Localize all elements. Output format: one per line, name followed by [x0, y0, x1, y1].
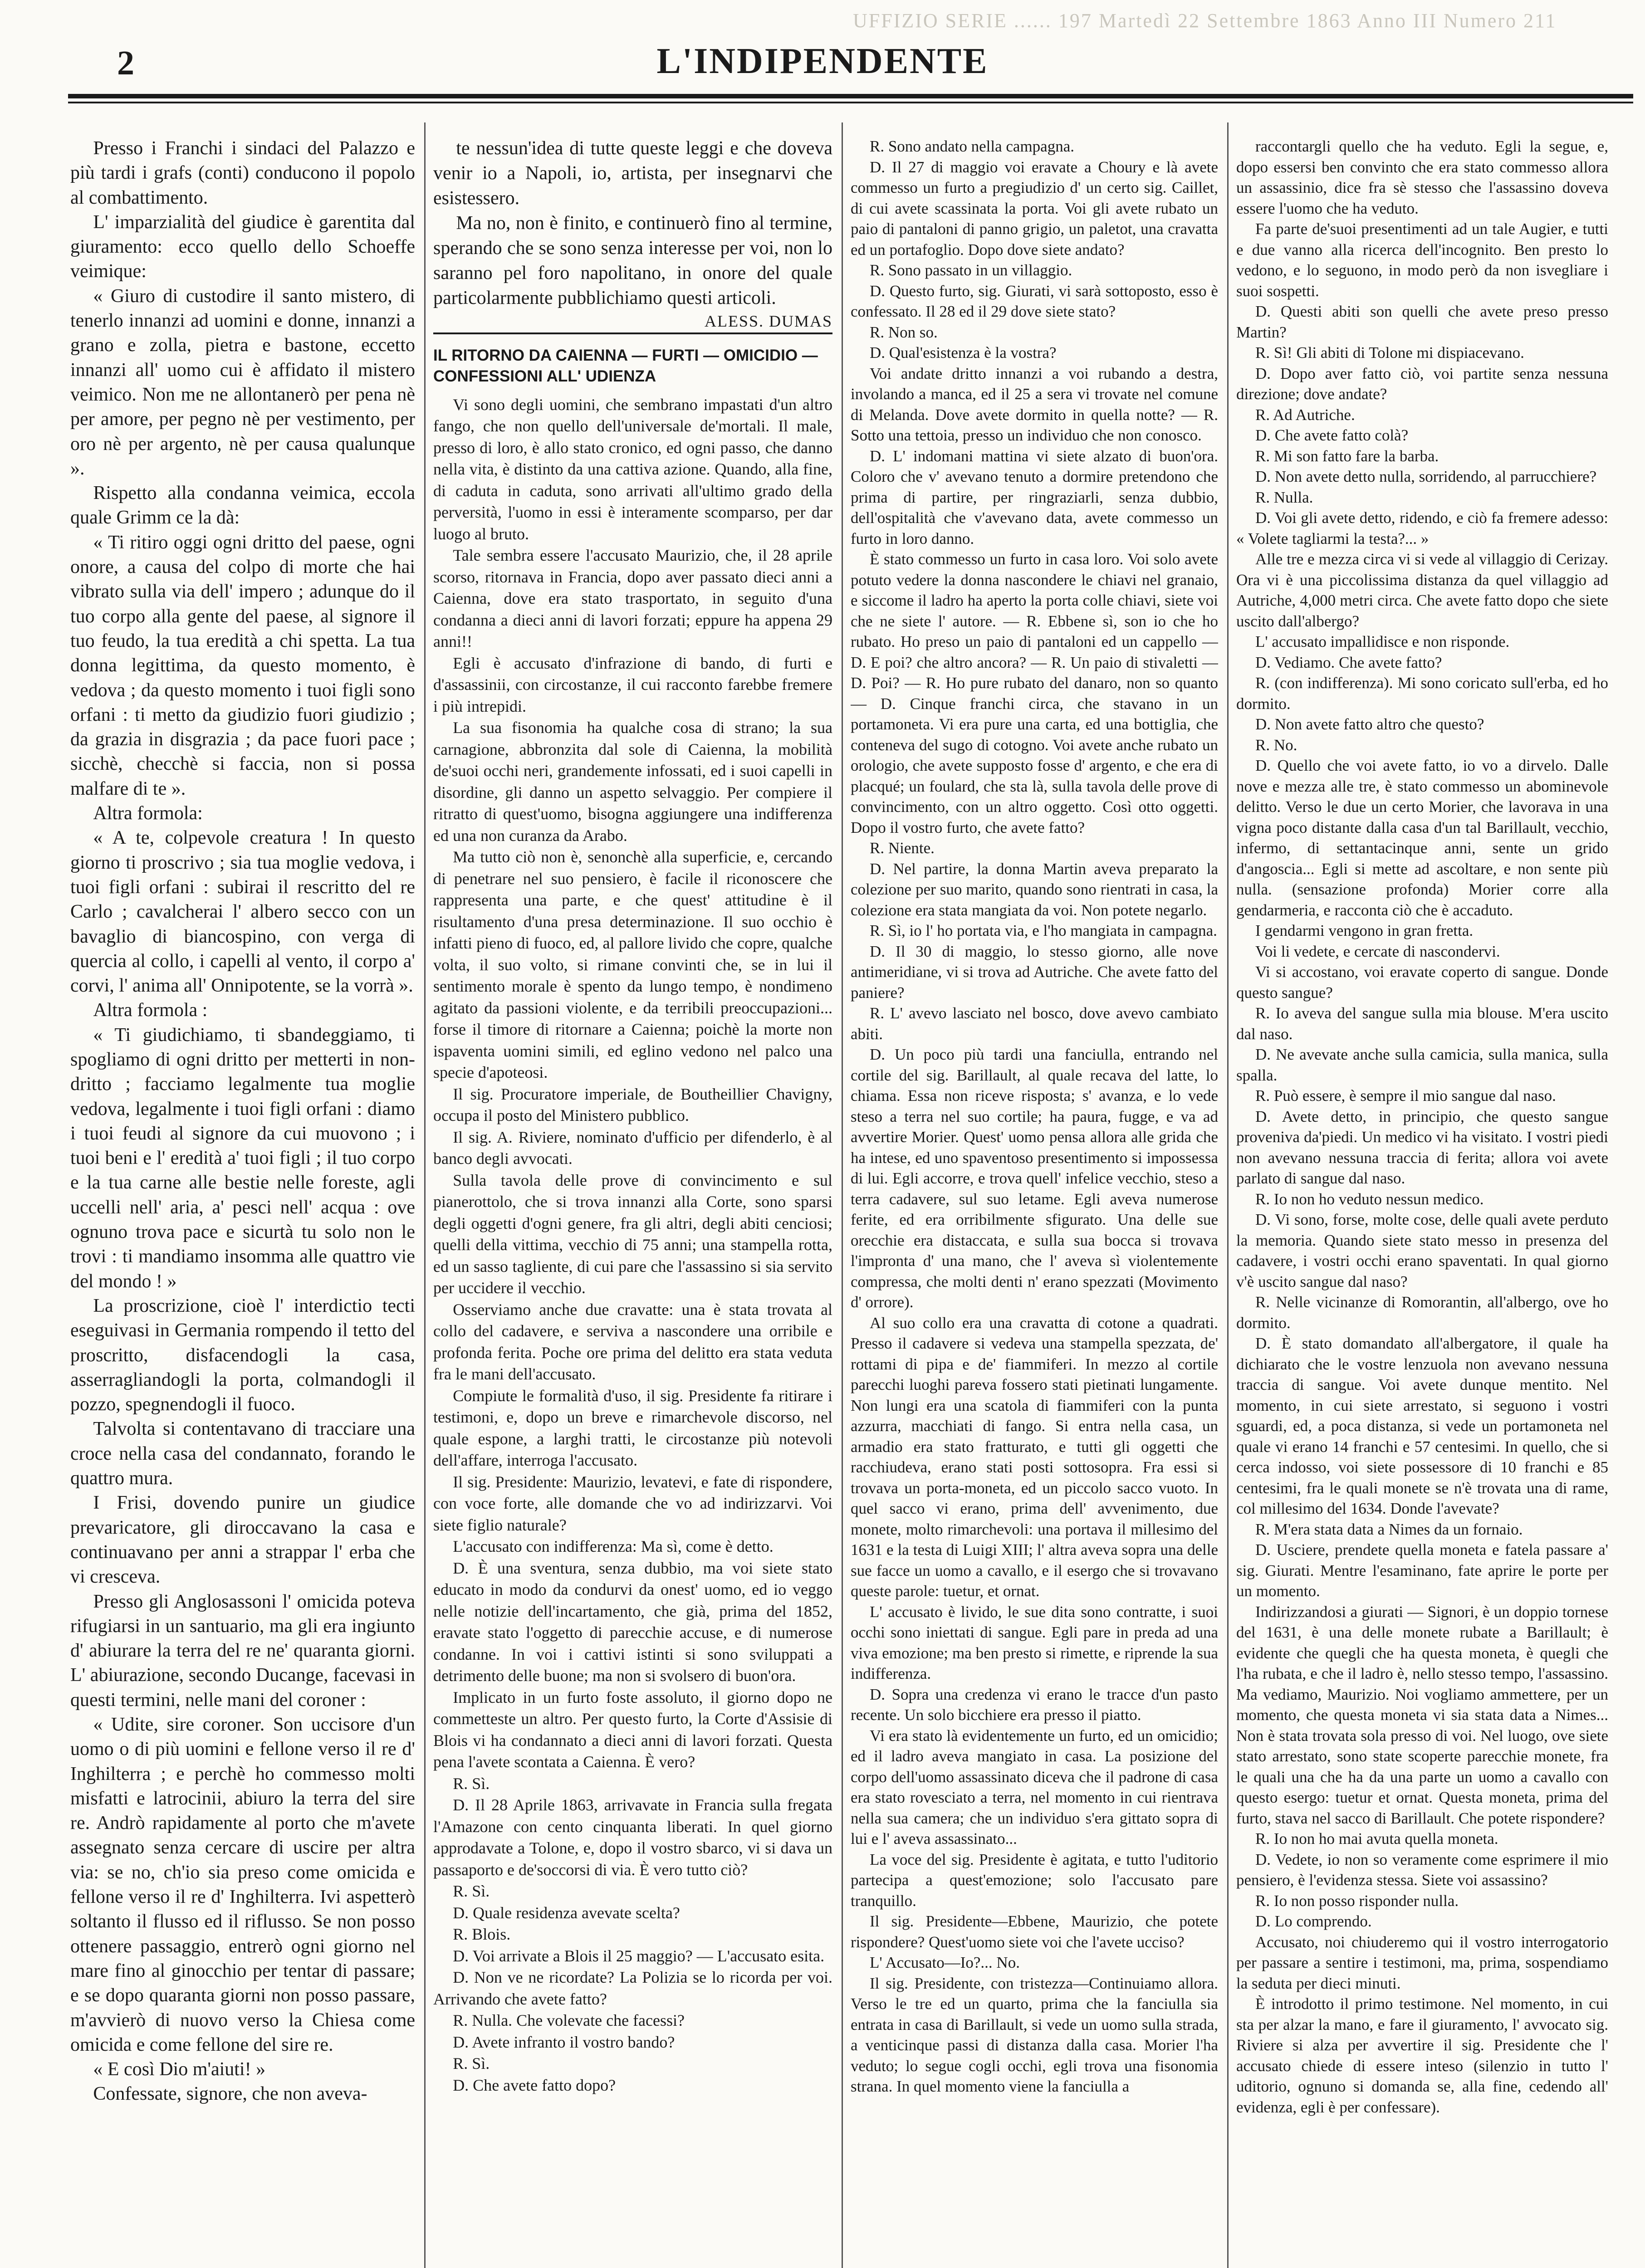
masthead-rule	[68, 94, 1633, 98]
paragraph: raccontargli quello che ha veduto. Egli la segue, e, dopo essersi ben convinto che era stato commesso allora un assassinio, dice fra sè stesso che l'assassino doveva essere l'uomo che ha veduto.	[1236, 137, 1608, 217]
article-separator	[433, 332, 832, 334]
paragraph: Vi sono degli uomini, che sembrano impastati d'un altro fango, che non quello dell'universale de'mortali. Il male, presso di loro, è allo stato cronico, ed ogni passo, che danno nella vita, è distinto da una cattiva azione. Quando, alla fine, di caduta in caduta, sono arrivati all'ultimo grado della perversità, l'uomo in essi è interamente scomparso, per dar luogo al bruto.	[433, 395, 832, 543]
paragraph: D. Avete infranto il vostro bando?	[453, 2033, 675, 2051]
paragraph: D. Questi abiti son quelli che avete preso presso Martin?	[1236, 303, 1608, 341]
paragraph: D. Questo furto, sig. Giurati, vi sarà sottoposto, esso è confessato. Il 28 ed il 29 dove siete stato?	[851, 282, 1218, 320]
paragraph: L'accusato con indifferenza: Ma sì, come è detto.	[453, 1537, 774, 1555]
paragraph: R. Può essere, è sempre il mio sangue dal naso.	[1255, 1087, 1556, 1105]
paragraph: Al suo collo era una cravatta di cotone a quadrati. Presso il cadavere si vedeva una stampella spezzata, de' rottami di pipa e de' fiammiferi. In mezzo al cortile parecchi luoghi pareva fossero stati pietinati lungamente. Non lungi era una scatola di fiammiferi con la punta azzurra, macchiati di fango. Si entra nella casa, un armadio era stato fratturato, e tutti gli oggetti che racchiudeva, erano stati posti sottosopra. Fra essi si trovava un porta-moneta, ed un piccolo sacco vuoto. In quel sacco vi erano, prima dell' avvenimento, due monete, molto rimarchevoli: una portava il millesimo del 1631 e la testa di Luigi XIII; l' altra aveva sopra una delle sue facce un uomo a cavallo, e il esergo che si trovavano queste parole: tuetur, et ornat.	[851, 1314, 1218, 1600]
paragraph: Vi si accostano, voi eravate coperto di sangue. Donde questo sangue?	[1236, 963, 1608, 1002]
paragraph: D. Il 27 di maggio voi eravate a Choury e là avete commesso un furto a pregiudizio d' un certo sig. Caillet, di cui avete scassinata la porta. Voi gli avete rubato un paio di pantaloni di panno grigio, un paletot, una cravatta ed un portafoglio. Dopo dove siete andato?	[851, 158, 1218, 259]
paragraph: D. Quello che voi avete fatto, io vo a dirvelo. Dalle nove e mezza alle tre, è stato commesso un abominevole delitto. Verso le due un certo Morier, che lavorava in una vigna poco distante dalla casa d'un tal Barillault, vecchio, infermo, di settantacinque anni, sente un grido d'angoscia... Egli si mette ad ascoltare, e non sente più nulla. (sensazione profonda) Morier corre alla gendarmeria, e racconta ciò che è accaduto.	[1236, 757, 1608, 919]
paragraph: I Frisi, dovendo punire un giudice prevaricatore, gli diroccavano la casa e continuavano per anni a strappar l' erba che vi cresceva.	[70, 1492, 415, 1588]
paragraph: Vi era stato là evidentemente un furto, ed un omicidio; ed il ladro aveva mangiato in casa. La posizione del corpo dell'uomo assassinato diceva che il padrone di casa era stato rovesciato a terra, nel momento in cui rientrava nella sua camera; che un individuo s'era gittato sopra di lui e l' aveva assassinato...	[851, 1726, 1218, 1848]
paragraph: Accusato, noi chiuderemo qui il vostro interrogatorio per passare a sentire i testimoni, ma, prima, sospendiamo la seduta per dieci minuti.	[1236, 1933, 1608, 1992]
column-4	[1236, 136, 1608, 2268]
paragraph: Il sig. Procuratore imperiale, de Boutheillier Chavigny, occupa il posto del Ministero pubblico.	[433, 1085, 832, 1124]
paragraph: D. Lo comprendo.	[1255, 1912, 1372, 1930]
paragraph: D. Vedete, io non so veramente come esprimere il mio pensiero, è l'evidenza stessa. Siete voi assassino?	[1236, 1850, 1608, 1889]
paragraph: I gendarmi vengono in gran fretta.	[1255, 922, 1474, 939]
column-divider	[842, 122, 843, 2268]
paragraph: L' accusato è livido, le sue dita sono contratte, i suoi occhi sono iniettati di sangue. Egli pare in preda ad una viva emozione; ma ben presto si rimette, e riprende la sua indifferenza.	[851, 1603, 1218, 1682]
paragraph: R. Nulla.	[1255, 488, 1313, 506]
paragraph: Ma tutto ciò non è, senonchè alla superficie, e, cercando di penetrare nel suo pensiero, è facile il riconoscere che rappresenta una parte, e che quest' attitudine è il risultamento d'una presa determinazione. Il suo occhio è infatti pieno di fuoco, ed, al pallore livido che copre, qualche volta, il suo volto, si rimane convinti che, se in lui il sentimento morale è spento da lungo tempo, è nondimeno agitato da passioni violente, e da terribili preoccupazioni... forse il timore di ritornare a Caienna; poichè la morte non ispaventa uomini simili, ed eglino vedono nel palco una specie d'apoteosi.	[433, 848, 832, 1081]
paragraph: D. Dopo aver fatto ciò, voi partite senza nessuna direzione; dove andate?	[1236, 364, 1608, 403]
page-number: 2	[117, 44, 134, 82]
paragraph: L' Accusato—Io?... No.	[870, 1954, 1020, 1971]
paragraph: D. È stato domandato all'albergatore, il quale ha dichiarato che le vostre lenzuola non avevano nessuna traccia di sangue. Voi avete dunque mentito. Nel momento, in cui siete arrestato, si seguono i vostri sguardi, ed, a poca distanza, si vede un portamoneta nel quale vi erano 14 franchi e 57 centesimi. In quello, che si cerca indosso, voi siete possessore di 10 franchi e 85 centesimi, fra le quali monete se n'è trovata una di rame, col millesimo del 1634. Donde l'avevate?	[1236, 1334, 1608, 1517]
paragraph: D. Che avete fatto dopo?	[453, 2076, 616, 2094]
paragraph: Alle tre e mezza circa vi si vede al villaggio di Cerizay. Ora vi è una piccolissima distanza da quel villaggio ad Autriche, 4,000 metri circa. Che avete fatto dopo che siete uscito dall'albergo?	[1236, 550, 1608, 630]
paragraph: Voi li vedete, e cercate di nascondervi.	[1255, 942, 1500, 960]
masthead-title: L'INDIPENDENTE	[656, 41, 989, 81]
paragraph: Sulla tavola delle prove di convincimento e sul pianerottolo, che si trova innanzi alla Corte, sono sparsi degli oggetti d'ogni genere, fra gli altri, degli abiti cenciosi; quelli della vittima, vecchio di 75 anni; una stampella rotta, ed un sasso tagliente, di cui pare che l'assassino si sia servito per uccidere il vecchio.	[433, 1171, 832, 1297]
paragraph: La voce del sig. Presidente è agitata, e tutto l'uditorio partecipa a quest'emozione; solo l'accusato pare tranquillo.	[851, 1850, 1218, 1910]
paragraph: Presso i Franchi i sindaci del Palazzo e più tardi i grafs (conti) conducono il popolo al combattimento.	[70, 138, 415, 208]
paragraph: « E così Dio m'aiuti! »	[93, 2059, 266, 2080]
column-divider	[1227, 122, 1229, 2268]
paragraph: R. Sono andato nella campagna.	[870, 137, 1074, 155]
bleed-through-text: UFFIZIO SERIE ...... 197 Martedì 22 Settembre 1863 Anno III Numero 211	[853, 10, 1557, 32]
paragraph: D. Il 30 di maggio, lo stesso giorno, alle nove antimeridiane, vi si trova ad Autriche. Che avete fatto del paniere?	[851, 942, 1218, 1002]
paragraph: D. Qual'esistenza è la vostra?	[870, 344, 1057, 362]
paragraph: D. Nel partire, la donna Martin aveva preparato la colezione per suo marito, quando sono rientrati in casa, la colezione era stata mangiata da voi. Non potete negarlo.	[851, 860, 1218, 919]
paragraph: Implicato in un furto foste assoluto, il giorno dopo ne commetteste un altro. Per questo furto, la Corte d'Assisie di Blois vi ha condannato a dieci anni di lavori forzati. Questa pena l'avete scontata a Caienna. È vero?	[433, 1688, 832, 1771]
paragraph: « Udite, sire coroner. Son uccisore d'un uomo o di più uomini e fellone verso il re d' Inghilterra ; e perchè ho commesso molti misfatti e latrocinii, abiuro la terra del sire re. Andrò rapidamente al porto che m'avete assegnato senza cercare di uscire per altra via: se no, ch'io sia preso come omicida e fellone verso il re d' Inghilterra. Ivi aspetterò soltanto il flusso ed il riflusso. Se non posso ottenere passaggio, entrerò ogni giorno nel mare fino al ginocchio per tentar di passare; e se dopo quaranta giorni non posso passare, m'avvierò di nuovo verso la Chiesa come omicida e come fellone del sire re.	[70, 1714, 415, 2055]
paragraph: « A te, colpevole creatura ! In questo giorno ti proscrivo ; sia tua moglie vedova, i tuoi figli orfani : subirai il rescritto del re Carlo ; cavalcherai l' albero secco con un bavaglio di biancospino, con verga di quercia al collo, i capelli al vento, il corpo a' corvi, l' anima all' Onnipotente, se la vorrà ».	[70, 827, 415, 997]
paragraph: D. Quale residenza avevate scelta?	[453, 1903, 680, 1922]
paragraph: La sua fisonomia ha qualche cosa di strano; la sua carnagione, abbronzita dal sole di Caienna, la mobilità de'suoi occhi neri, grandemente infossati, ed i suoi capelli in disordine, gli danno un aspetto selvaggio. Per compiere il ritratto di quest'uomo, bisogna aggiungere una indifferenza ed una non curanza da Arabo.	[433, 719, 832, 845]
paragraph: D. Vediamo. Che avete fatto?	[1255, 653, 1442, 671]
paragraph: D. Usciere, prendete quella moneta e fatela passare a' sig. Giurati. Mentre l'esaminano, fate aprire le porte per un momento.	[1236, 1541, 1608, 1600]
paragraph: R. Nelle vicinanze di Romorantin, all'albergo, ove ho dormito.	[1236, 1293, 1608, 1332]
paragraph: Il sig. Presidente—Ebbene, Maurizio, che potete rispondere? Quest'uomo siete voi che l'avete ucciso?	[851, 1912, 1218, 1951]
paragraph: Talvolta si contentavano di tracciare una croce nella casa del condannato, forando le quattro mura.	[70, 1418, 415, 1489]
paragraph: Osserviamo anche due cravatte: una è stata trovata al collo del cadavere, e serviva a nascondere una orribile e profonda ferita. Poche ore prima del delitto era stata veduta fra le mani dell'accusato.	[433, 1300, 832, 1383]
paragraph: D. Che avete fatto colà?	[1255, 426, 1409, 444]
paragraph: R. M'era stata data a Nimes da un fornaio.	[1255, 1520, 1523, 1538]
paragraph: « Ti giudichiamo, ti sbandeggiamo, ti spogliamo di ogni dritto per metterti in non-dritto ; facciamo legalmente tua moglie vedova, legalmente i tuoi figli orfani : diamo i tuoi feudi al signore da cui muovono ; i tuoi beni e l' eredità a' tuoi figli ; il tuo corpo e la tua carne alle bestie nelle foreste, agli uccelli nell' aria, a' pesci nell' acqua : ove ognuno trova pace e sicurtà tu solo non le trovi : ti mandiamo insomma alle quattro vie del mondo ! »	[70, 1024, 415, 1292]
paragraph: R. Io non ho veduto nessun medico.	[1255, 1190, 1484, 1208]
paragraph: R. Nulla. Che volevate che facessi?	[453, 2011, 685, 2029]
paragraph: R. Sono passato in un villaggio.	[870, 261, 1072, 279]
paragraph: Rispetto alla condanna veimica, eccola quale Grimm ce la dà:	[70, 483, 415, 528]
paragraph: R. Sì! Gli abiti di Tolone mi dispiacevano.	[1255, 344, 1524, 362]
paragraph: Indirizzandosi a giurati — Signori, è un doppio tornese del 1631, è una delle monete rubate a Barillault; è evidente che quegli che ha questa moneta, è quegli che l'ha rubata, e che il ladro è, nello stesso tempo, l'assassino. Ma vediamo, Maurizio. Noi vogliamo ammettere, per un momento, che questa moneta vi sia stata data a Nimes... Non è stata trovata sola presso di voi. Nel luogo, ove siete stato arrestato, sono state scoperte parecchie monete, fra le quali una che ha da una parte un uomo a cavallo con questo esergo: tuetur et ornat. Questa moneta, prima del furto, stava nel sacco di Barillault. Che potete rispondere?	[1236, 1603, 1608, 1827]
paragraph: R. Mi son fatto fare la barba.	[1255, 447, 1439, 465]
paragraph: te nessun'idea di tutte queste leggi e che doveva venir io a Napoli, io, artista, per insegnarvi che esistessero.	[433, 138, 832, 209]
paragraph: Altra formola :	[93, 1000, 208, 1021]
column-3	[851, 136, 1218, 2268]
paragraph: Il sig. A. Riviere, nominato d'ufficio per difenderlo, è al banco degli avvocati.	[433, 1128, 832, 1168]
paragraph: D. Voi arrivate a Blois il 25 maggio? — L'accusato esita.	[453, 1946, 825, 1965]
paragraph: R. No.	[1255, 736, 1297, 754]
column-divider	[424, 122, 426, 2268]
paragraph: R. Io non posso risponder nulla.	[1255, 1892, 1459, 1910]
paragraph: Il sig. Presidente: Maurizio, levatevi, e fate di rispondere, con voce forte, alle domande che vo ad indirizzarvi. Voi siete figlio naturale?	[433, 1472, 832, 1534]
paragraph: D. Vi sono, forse, molte cose, delle quali avete perduto la memoria. Quando siete stato messo in presenza del cadavere, i vostri occhi erano spaventati. In qual giorno v'è uscito sangue dal naso?	[1236, 1211, 1608, 1290]
paragraph: Confessate, signore, che non aveva-	[93, 2083, 367, 2105]
paragraph: Tale sembra essere l'accusato Maurizio, che, il 28 aprile scorso, ritornava in Francia, dopo aver passato dieci anni a Caienna, dove era stato trasportato, in seguito d'una condanna a dieci anni di lavori forzati; eppure ha appena 29 anni!!	[433, 546, 832, 650]
paragraph: D. Non ve ne ricordate? La Polizia se lo ricorda per voi. Arrivando che avete fatto?	[433, 1968, 832, 2008]
paragraph: L' accusato impallidisce e non risponde.	[1255, 633, 1510, 650]
paragraph: Ma no, non è finito, e continuerò fino al termine, sperando che se sono senza interesse per voi, non lo saranno pel foro napolitano, in onore del quale particolarmente pubblichiamo questi articoli.	[433, 213, 832, 308]
paragraph: D. Non avete fatto altro che questo?	[1255, 715, 1484, 733]
paragraph: D. Non avete detto nulla, sorridendo, al parrucchiere?	[1255, 468, 1597, 485]
paragraph: Egli è accusato d'infrazione di bando, di furti e d'assassinii, con circostanze, il cui racconto farebbe fremere i più intrepidi.	[433, 654, 832, 715]
paragraph: R. Sì, io l' ho portata via, e l'ho mangiata in campagna.	[870, 922, 1217, 939]
paragraph: La proscrizione, cioè l' interdictio tecti eseguivasi in Germania rompendo il tetto del proscritto, disfacendogli la casa, asserragliandogli la porta, colmandogli il pozzo, spegnendogli il fuoco.	[70, 1295, 415, 1415]
article-body	[433, 394, 832, 2097]
article-conclusion	[433, 136, 832, 311]
paragraph: È stato commesso un furto in casa loro. Voi solo avete potuto vedere la donna nascondere le chiavi nel granaio, e siccome il ladro ha aperto la porta colle chiavi, siete voi che ne siete l' autore. — R. Ebbene sì, son io che ho rubato. Ho preso un paio di pantaloni ed un cappello — D. E poi? che altro ancora? — R. Un paio di stivaletti — D. Poi? — R. Ho pure rubato del danaro, non so quanto — D. Cinque franchi circa, che stavano in un portamoneta. Vi era pure una carta, ed una bottiglia, che conteneva del sugo di cotogno. Voi avete anche rubato un orologio, che avete supposto fosse d' argento, e che era di placqué; un foulard, che sta là, sulla tavola delle prove di convincimento, con un altro oggetto. Così otto oggetti. Dopo il vostro furto, che avete fatto?	[851, 550, 1218, 836]
masthead-rule-thin	[68, 102, 1633, 103]
paragraph: D. Ne avevate anche sulla camicia, sulla manica, sulla spalla.	[1236, 1046, 1608, 1084]
paragraph: D. Avete detto, in principio, che questo sangue proveniva da'piedi. Un medico vi ha visitato. I vostri piedi non avevano nessuna traccia di ferita; allora voi avete parlato di sangue dal naso.	[1236, 1107, 1608, 1187]
paragraph: R. Ad Autriche.	[1255, 406, 1355, 424]
paragraph: R. Sì.	[453, 2054, 490, 2072]
column-1	[70, 136, 415, 2268]
paragraph: Altra formola:	[93, 803, 203, 824]
paragraph: Fa parte de'suoi presentimenti ad un tale Augier, e tutti e due vanno alla ricerca dell'incognito. Ben presto lo vedono, e lo seguono, in modo però da non isvegliare i suoi sospetti.	[1236, 220, 1608, 300]
paragraph: D. Il 28 Aprile 1863, arrivavate in Francia sulla fregata l'Amazone con cento cinquanta liberati. In quel giorno approdavate a Tolone, e, dopo il vostro sbarco, vi si dava un passaporto e de'soccorsi di via. È vero tutto ciò?	[433, 1796, 832, 1879]
paragraph: D. Un poco più tardi una fanciulla, entrando nel cortile del sig. Barillault, al quale recava del latte, lo chiama. Essa non riceve risposta; s' avanza, e lo vede steso a terra nel suo cortile; ha paura, fugge, e va ad avvertire Morier. Quest' uomo pensa allora alle grida che ha intese, ed uno spaventoso presentimento si impossessa di lui. Egli accorre, e trova quell' infelice vecchio, steso a terra cadavere, sul suo letame. Egli aveva numerose ferite, ed era orribilmente sfigurato. Una delle sue orecchie era distaccata, e sulla sua bocca si trovava l'impronta d' una mano, che l' aveva sì violentemente compressa, che molti denti n' erano spezzati (Movimento d' orrore).	[851, 1046, 1218, 1311]
paragraph: Presso gli Anglosassoni l' omicida poteva rifugiarsi in un santuario, ma gli era ingiunto d' abiurare la terra del re ne' quaranta giorni. L' abiurazione, secondo Ducange, facevasi in questi termini, nelle mani del coroner :	[70, 1591, 415, 1711]
paragraph: R. Niente.	[870, 839, 935, 857]
paragraph: Il sig. Presidente, con tristezza—Continuiamo allora. Verso le tre ed un quarto, prima che la fanciulla sia entrata in casa di Barillault, si vede un uomo sulla strada, a venticinque passi di distanza dalla casa. Morier l'ha veduto; lo segue cogli occhi, egli trova una fisonomia strana. In quel momento viene la fanciulla a	[851, 1974, 1218, 2095]
paragraph: R. Sì.	[453, 1774, 490, 1793]
paragraph: L' imparzialità del giudice è garentita dal giuramento: ecco quello dello Schoeffe veimique:	[70, 211, 415, 282]
paragraph: R. Sì.	[453, 1882, 490, 1900]
paragraph: R. L' avevo lasciato nel bosco, dove avevo cambiato abiti.	[851, 1004, 1218, 1043]
article-signature: ALESS. DUMAS	[704, 312, 832, 330]
paragraph: R. Non so.	[870, 323, 938, 341]
paragraph: D. Voi gli avete detto, ridendo, e ciò fa fremere adesso: « Volete tagliarmi la testa?... »	[1236, 509, 1608, 547]
paragraph: R. Io non ho mai avuta quella moneta.	[1255, 1830, 1498, 1848]
paragraph: R. Blois.	[453, 1925, 511, 1943]
column-2	[433, 136, 832, 2268]
paragraph: R. Io aveva del sangue sulla mia blouse. M'era uscito dal naso.	[1236, 1004, 1608, 1043]
paragraph: « Giuro di custodire il santo mistero, di tenerlo innanzi ad uomini e donne, innanzi a grano e zolla, pietra e bastone, eccetto innanzi all' uomo cui è affidato il mistero veimico. Non me ne allontanerò per pena nè per amore, per pegno nè per vestimento, per oro nè per argento, nè per causa qualunque ».	[70, 285, 415, 479]
paragraph: D. È una sventura, senza dubbio, ma voi siete stato educato in modo da condurvi da onest' uomo, ed io veggo nelle notizie dell'incartamento, che già, prima del 1852, eravate stato l'oggetto di parecchie accuse, e di numerose condanne. In voi i cattivi istinti si sono sviluppati a detrimento delle buone; ma non si svolsero di buon'ora.	[433, 1559, 832, 1685]
article-headline: IL RITORNO DA CAIENNA — FURTI — OMICIDIO — CONFESSIONI ALL' UDIENZA	[433, 346, 818, 385]
paragraph: R. (con indifferenza). Mi sono coricato sull'erba, ed ho dormito.	[1236, 674, 1608, 713]
paragraph: D. L' indomani mattina vi siete alzato di buon'ora. Coloro che v' avevano tenuto a dormire pretendono che prima di partire, per ringraziarli, senza dubbio, dell'ospitalità che v'avevano data, avete commesso un furto in loro danno.	[851, 447, 1218, 547]
paragraph: D. Sopra una credenza vi erano le tracce d'un pasto recente. Un solo bicchiere era presso il piatto.	[851, 1685, 1218, 1724]
paragraph: È introdotto il primo testimone. Nel momento, in cui sta per alzar la mano, e fare il giuramento, l' avvocato sig. Riviere si alza per avvertire il sig. Presidente che l' accusato chiede di essere inteso (silenzio in tutto l' uditorio, ognuno si domanda se, alla fine, cedendo all' evidenza, egli è per confessare).	[1236, 1995, 1608, 2116]
paragraph: « Ti ritiro oggi ogni dritto del paese, ogni onore, a causa del colpo di morte che hai vibrato sulla via dell' impero ; adunque do il tuo corpo alla gente del paese, al signore il tuo feudo, la tua eredità a chi spetta. La tua donna legittima, da questo momento, è vedova ; da questo momento i tuoi figli sono orfani : ti metto da giudizio fuori giudizio ; da grazia in disgrazia ; da pace fuori pace ; sicchè, checchè si faccia, non si possa malfare di te ».	[70, 532, 415, 799]
paragraph: Compiute le formalità d'uso, il sig. Presidente fa ritirare i testimoni, e, dopo un breve e rimarchevole discorso, nel quale espone, a larghi tratti, le circostanze più notevoli dell'affare, interroga l'accusato.	[433, 1386, 832, 1469]
paragraph: Voi andate dritto innanzi a voi rubando a destra, involando a manca, ed il 25 a sera vi trovate nel comune di Melanda. Dove avete dormito in quella notte? — R. Sotto una tettoia, presso un individuo che non conosco.	[851, 364, 1218, 444]
